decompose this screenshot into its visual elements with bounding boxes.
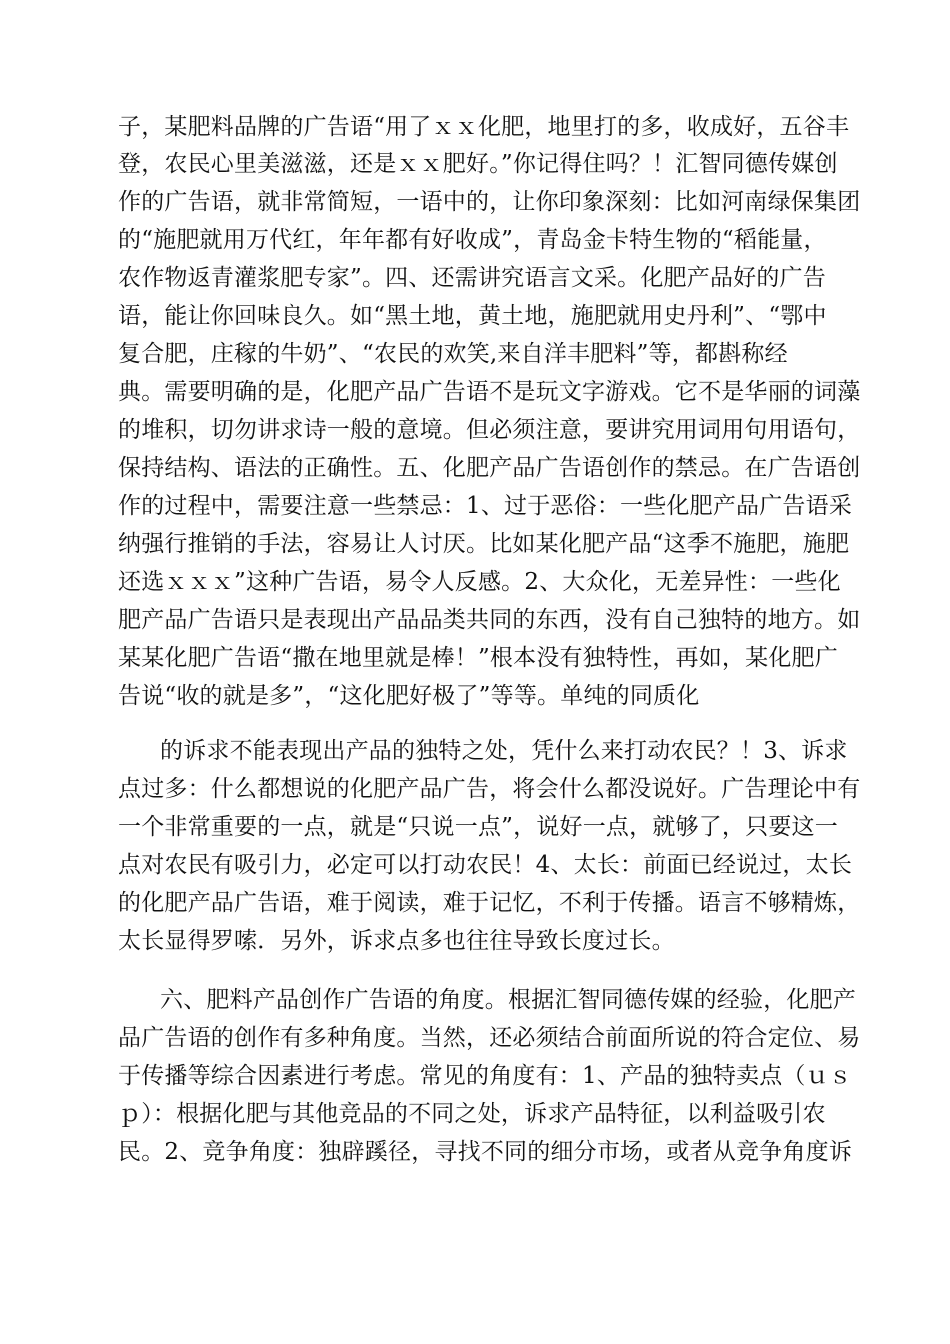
text-line: 子，某肥料品牌的广告语“用了ｘｘ化肥，地里打的多，收成好，五谷丰: [118, 114, 850, 140]
text-line: 保持结构、语法的正确性。五、化肥产品广告语创作的禁忌。在广告语创: [118, 455, 861, 481]
text-line: 点过多：什么都想说的化肥产品广告，将会什么都没说好。广告理论中有: [118, 776, 861, 802]
text-line: 语，能让你回味良久。如“黑土地，黄土地，施肥就用史丹利”、“鄂中: [118, 303, 827, 329]
text-line: 肥产品广告语只是表现出产品品类共同的东西，没有自己独特的地方。如: [118, 607, 861, 633]
text-line: 作的广告语，就非常简短，一语中的，让你印象深刻：比如河南绿保集团: [118, 189, 861, 215]
text-line: ｐ）：根据化肥与其他竞品的不同之处，诉求产品特征，以利益吸引农: [118, 1101, 826, 1127]
text-line: 的诉求不能表现出产品的独特之处，凭什么来打动农民？！3、诉求: [160, 738, 848, 764]
text-line: 纳强行推销的手法，容易让人讨厌。比如某化肥产品“这季不施肥，施肥: [118, 531, 850, 557]
text-line: 一个非常重要的一点，就是“只说一点”，说好一点，就够了，只要这一: [118, 814, 838, 840]
text-line: 农作物返青灌浆肥专家”。四、还需讲究语言文采。化肥产品好的广告: [118, 265, 826, 291]
text-line: 的化肥产品广告语，难于阅读，难于记忆，不利于传播。语言不够精炼，: [118, 890, 861, 916]
text-line: 作的过程中，需要注意一些禁忌：1、过于恶俗：一些化肥产品广告语采: [118, 493, 853, 519]
text-line: 典。需要明确的是，化肥产品广告语不是玩文字游戏。它不是华丽的词藻: [118, 379, 861, 405]
text-line: 点对农民有吸引力，必定可以打动农民！4、太长：前面已经说过，太长: [118, 852, 853, 878]
text-line: 于传播等综合因素进行考虑。常见的角度有：1、产品的独特卖点（ｕｓ: [118, 1063, 853, 1089]
text-line: 六、肥料产品创作广告语的角度。根据汇智同德传媒的经验，化肥产: [160, 987, 856, 1013]
text-line: 告说“收的就是多”，“这化肥好极了”等等。单纯的同质化: [118, 683, 700, 709]
text-line: 登，农民心里美滋滋，还是ｘｘ肥好。”你记得住吗？！汇智同德传媒创: [118, 151, 838, 177]
text-line: 还选ｘｘｘ”这种广告语，易令人反感。2、大众化，无差异性：一些化: [118, 569, 841, 595]
text-line: 的“施肥就用万代红，年年都有好收成”，青岛金卡特生物的“稻能量，: [118, 227, 827, 253]
text-line: 复合肥，庄稼的牛奶”、“农民的欢笑,来自洋丰肥料”等，都斟称经: [118, 341, 788, 367]
text-line: 民。2、竞争角度：独辟蹊径，寻找不同的细分市场，或者从竞争角度诉: [118, 1139, 853, 1165]
text-line: 的堆积，切勿讲求诗一般的意境。但必须注意，要讲究用词用句用语句，: [118, 417, 861, 443]
text-line: 品广告语的创作有多种角度。当然，还必须结合前面所说的符合定位、易: [118, 1025, 861, 1051]
text-line: 某某化肥广告语“撒在地里就是棒！”根本没有独特性，再如，某化肥广: [118, 645, 838, 671]
text-line: 太长显得罗嗦．另外，诉求点多也往往导致长度过长。: [118, 928, 675, 954]
